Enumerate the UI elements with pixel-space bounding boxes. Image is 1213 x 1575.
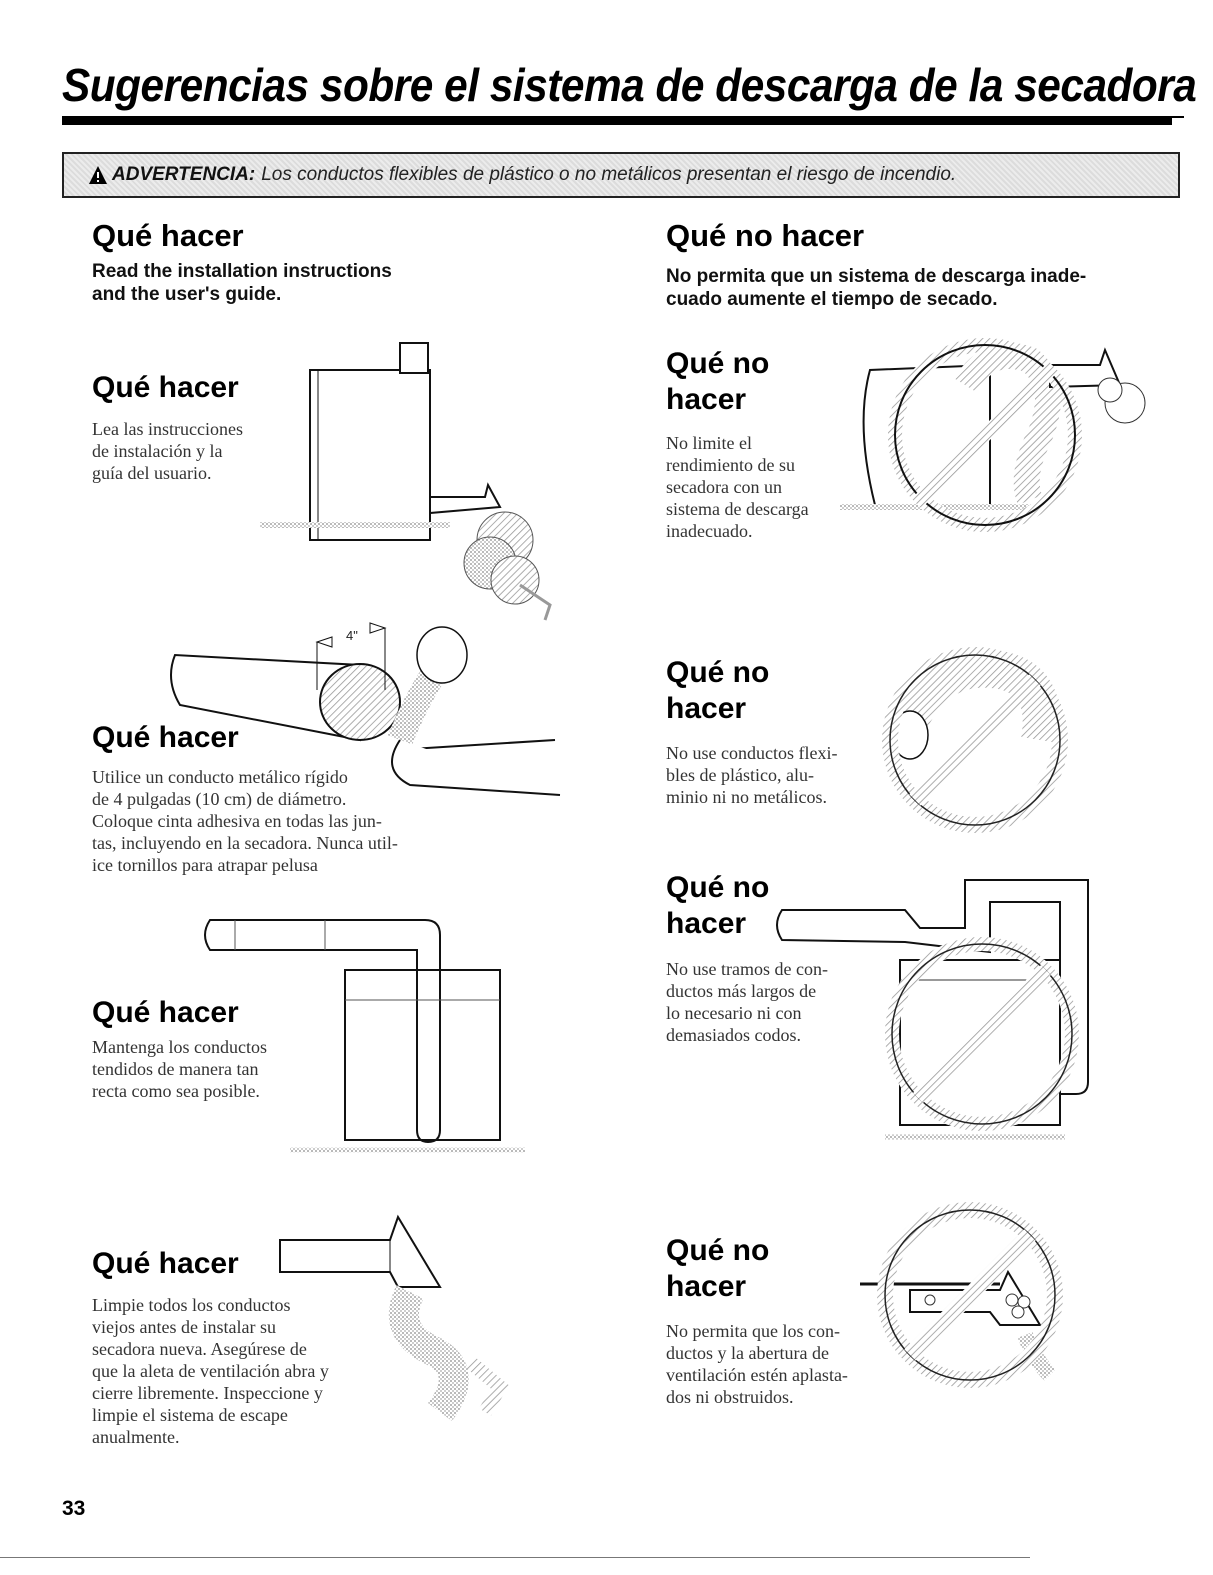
dont-column-subtitle-1: No permita que un sistema de descarga inade- bbox=[666, 266, 1087, 287]
dont-item-3-text: No use tramos de con- ductos más largos de lo necesario ni con demasiados codos. bbox=[666, 959, 828, 1045]
do-item-2-heading: Qué hacer bbox=[92, 721, 239, 754]
dont-item-1-heading: Qué no hacer bbox=[666, 347, 770, 416]
page-number: 33 bbox=[62, 1497, 86, 1520]
do-column-subtitle-2: and the user's guide. bbox=[92, 284, 282, 305]
dont-item-4-heading: Qué no hacer bbox=[666, 1234, 770, 1303]
do-item-2-text: Utilice un conducto metálico rígido de 4 pulgadas (10 cm) de diámetro. Coloque cinta adhesiva en todas las jun- tas, incluyendo en la secadora. Nunca util- ice tornillos para atrapar pelusa bbox=[92, 767, 398, 875]
do-item-1-text: Lea las instrucciones de instalación y la guía del usuario. bbox=[92, 419, 243, 483]
straight-duct-run-illustration bbox=[195, 910, 525, 1160]
vent-hood-lint-illustration bbox=[270, 1212, 520, 1432]
title-rule bbox=[62, 116, 1172, 125]
crushed-vent-illustration bbox=[840, 1200, 1090, 1420]
do-item-4-text: Limpie todos los conductos viejos antes de instalar su secadora nueva. Asegúrese de que la aleta de ventilación abra y cierre libremente. Inspeccione y limpie el sistema de escape anualmente. bbox=[92, 1295, 329, 1447]
page-title: Sugerencias sobre el sistema de descarga de la secadora bbox=[62, 59, 1197, 111]
do-column-subtitle-1: Read the installation instructions bbox=[92, 261, 392, 282]
warning-text: Los conductos flexibles de plástico o no metálicos presentan el riesgo de incendio. bbox=[261, 164, 957, 185]
flexible-duct-illustration bbox=[880, 630, 1100, 850]
title-rule-tail bbox=[1172, 116, 1184, 118]
bottom-rule bbox=[0, 1557, 1030, 1558]
duct-diameter-label: 4" bbox=[346, 628, 358, 643]
dont-item-2-text: No use conductos flexi- bles de plástico, alu- minio ni no metálicos. bbox=[666, 743, 838, 807]
long-duct-elbows-illustration bbox=[770, 872, 1100, 1142]
dont-item-4-text: No permita que los con- ductos y la abertura de ventilación estén aplasta- dos ni obstruidos. bbox=[666, 1321, 848, 1407]
warning-banner bbox=[62, 152, 1180, 198]
dont-column-heading: Qué no hacer bbox=[666, 218, 865, 253]
warning-label: ADVERTENCIA: bbox=[112, 164, 256, 185]
do-item-3-heading: Qué hacer bbox=[92, 996, 239, 1029]
do-item-4-heading: Qué hacer bbox=[92, 1247, 239, 1280]
dryer-straight-vent-illustration bbox=[250, 335, 590, 625]
do-column-heading: Qué hacer bbox=[92, 218, 244, 253]
dont-item-3-heading: Qué no hacer bbox=[666, 871, 770, 940]
dont-column-subtitle-2: cuado aumente el tiempo de secado. bbox=[666, 289, 998, 310]
restricted-exhaust-illustration bbox=[840, 325, 1170, 535]
dont-item-2-heading: Qué no hacer bbox=[666, 656, 770, 725]
do-item-3-text: Mantenga los conductos tendidos de manera tan recta como sea posible. bbox=[92, 1037, 267, 1101]
rigid-duct-illustration bbox=[160, 610, 560, 800]
dont-item-1-text: No limite el rendimiento de su secadora con un sistema de descarga inadecuado. bbox=[666, 433, 809, 541]
warning-triangle-icon bbox=[88, 165, 108, 185]
do-item-1-heading: Qué hacer bbox=[92, 371, 239, 404]
